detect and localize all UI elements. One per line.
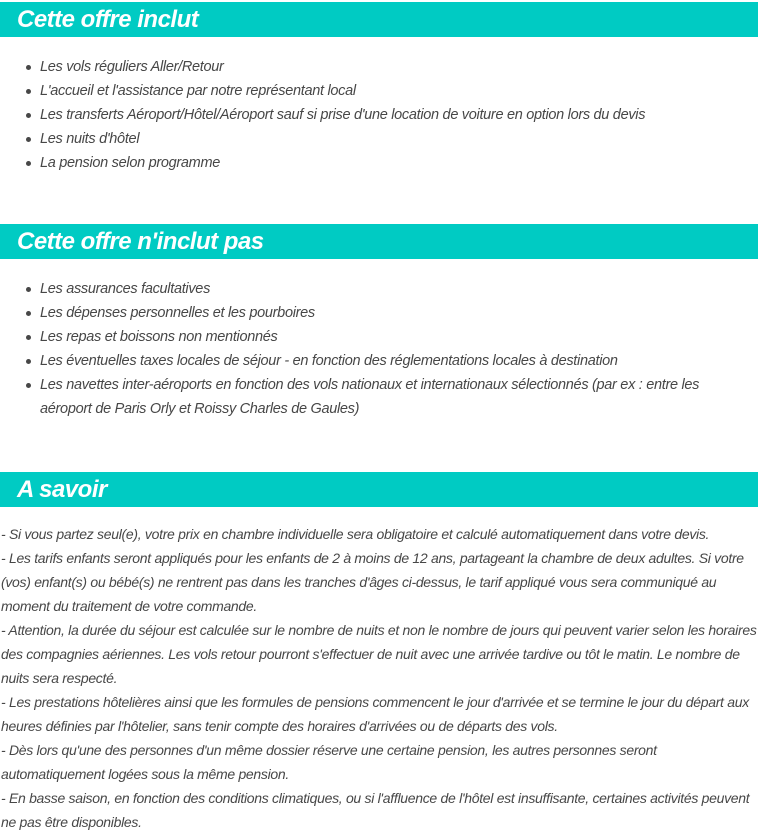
list-item-text: Les nuits d'hôtel xyxy=(40,131,140,147)
list-item xyxy=(40,55,744,79)
section-title: Cette offre inclut xyxy=(17,6,199,33)
list-item xyxy=(40,103,744,127)
section-offer-excludes xyxy=(0,224,758,421)
bullet-icon xyxy=(26,311,31,316)
list-item-text: Les éventuelles taxes locales de séjour - en fonction des réglementations locales à destination xyxy=(40,353,618,369)
bullet-icon xyxy=(26,137,31,142)
paragraph: - Dès lors qu'une des personnes d'un même dossier réserve une certaine pension, les autres personnes seront automatiquement logées sous la même pension. xyxy=(1,742,657,782)
list-item-text: Les repas et boissons non mentionnés xyxy=(40,329,278,345)
list-item-text: Les navettes inter-aéroports en fonction des vols nationaux et internationaux sélectionnés (par ex : entre les aéroport de Paris Orly et Roissy Charles de Gaules) xyxy=(40,377,700,417)
bullet-icon xyxy=(26,287,31,292)
bullet-icon xyxy=(26,65,31,70)
offer-excludes-list xyxy=(0,277,758,421)
list-item xyxy=(40,79,744,103)
paragraph: - En basse saison, en fonction des conditions climatiques, ou si l'affluence de l'hôtel est insuffisante, certaines activités peuvent ne pas être disponibles. xyxy=(1,790,750,830)
section-header-offer-excludes xyxy=(0,224,758,259)
paragraph: - Attention, la durée du séjour est calculée sur le nombre de nuits et non le nombre de jours qui peuvent varier selon les horaires des compagnies aériennes. Les vols retour pourront s'effectuer de nuit avec une arrivée tardive ou tôt le matin. Le nombre de nuits sera respecté. xyxy=(1,622,757,686)
list-item-text: Les assurances facultatives xyxy=(40,281,211,297)
bullet-icon xyxy=(26,89,31,94)
paragraph: - Si vous partez seul(e), votre prix en chambre individuelle sera obligatoire et calculé automatiquement dans votre devis. xyxy=(1,526,710,542)
list-item-text: Les transferts Aéroport/Hôtel/Aéroport sauf si prise d'une location de voiture en option lors du devis xyxy=(40,107,646,123)
bullet-icon xyxy=(26,113,31,118)
section-title: Cette offre n'inclut pas xyxy=(17,228,264,255)
bullet-icon xyxy=(26,359,31,364)
list-item xyxy=(40,325,744,349)
section-header-good-to-know xyxy=(0,472,758,507)
section-title: A savoir xyxy=(17,476,107,503)
bullet-icon xyxy=(26,383,31,388)
offer-includes-list xyxy=(0,55,758,175)
section-offer-includes xyxy=(0,2,758,175)
list-item xyxy=(40,349,744,373)
list-item-text: Les vols réguliers Aller/Retour xyxy=(40,59,224,75)
list-item-text: La pension selon programme xyxy=(40,155,221,171)
bullet-icon xyxy=(26,161,31,166)
list-item xyxy=(40,127,744,151)
section-header-offer-includes xyxy=(0,2,758,37)
list-item xyxy=(40,151,744,175)
list-item xyxy=(40,373,744,421)
list-item-text: L'accueil et l'assistance par notre représentant local xyxy=(40,83,356,99)
good-to-know-text xyxy=(0,522,758,834)
list-item xyxy=(40,301,744,325)
bullet-icon xyxy=(26,335,31,340)
section-good-to-know xyxy=(0,472,758,834)
list-item xyxy=(40,277,744,301)
list-item-text: Les dépenses personnelles et les pourboires xyxy=(40,305,315,321)
paragraph: - Les prestations hôtelières ainsi que les formules de pensions commencent le jour d'arrivée et se termine le jour du départ aux heures définies par l'hôtelier, sans tenir compte des horaires d'arrivées ou de départs des vols. xyxy=(1,694,749,734)
paragraph: - Les tarifs enfants seront appliqués pour les enfants de 2 à moins de 12 ans, partageant la chambre de deux adultes. Si votre (vos) enfant(s) ou bébé(s) ne rentrent pas dans les tranches d'âges ci-dessus, le tarif appliqué vous sera communiqué au moment du traitement de votre commande. xyxy=(1,550,744,614)
